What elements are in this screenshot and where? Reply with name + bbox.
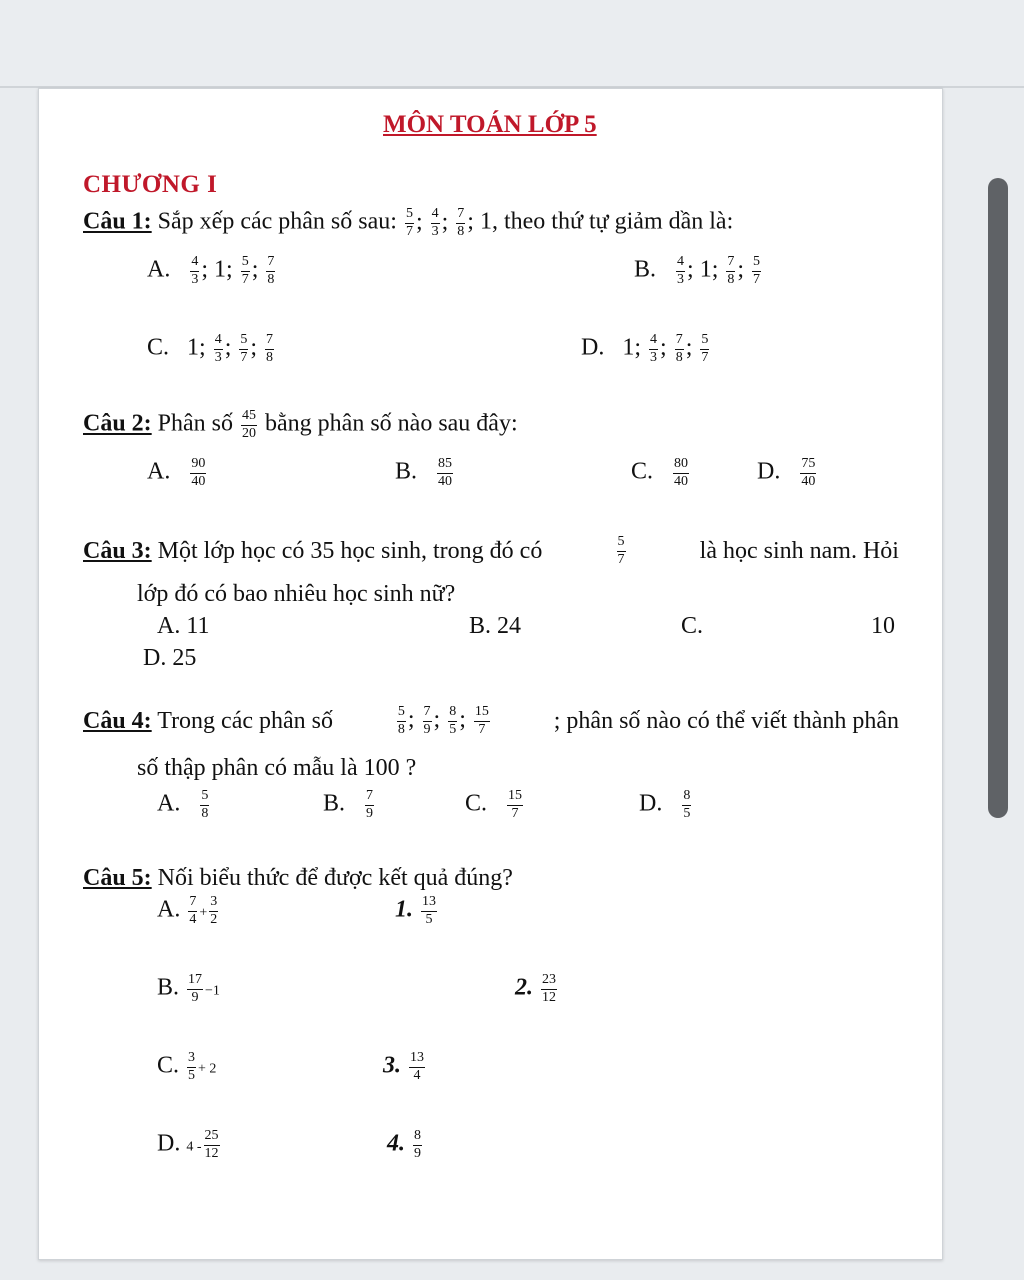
fraction [200, 789, 209, 821]
option-value: 24 [497, 613, 522, 639]
fraction [448, 705, 457, 737]
question-3-label: Câu 3: [83, 537, 152, 564]
fraction [456, 207, 465, 239]
fraction-numerator: 13 [409, 1051, 425, 1068]
option-letter: D. [757, 458, 781, 485]
fraction-denominator: 12 [542, 989, 556, 1005]
fraction [190, 457, 206, 489]
fraction-numerator: 4 [431, 207, 440, 224]
question-1 [83, 207, 733, 239]
fraction [423, 705, 432, 737]
fraction [541, 973, 557, 1005]
option-letter: B. [469, 613, 492, 639]
whole-number: 1 [699, 256, 712, 283]
question-5 [83, 865, 513, 892]
fraction [437, 457, 453, 489]
fraction-numerator: 13 [421, 895, 437, 912]
fraction [431, 207, 440, 239]
option-letter: B. [157, 974, 180, 1001]
fraction-denominator: 8 [397, 721, 405, 737]
question-3-option-b[interactable] [469, 613, 521, 640]
fraction-numerator: 17 [187, 973, 203, 990]
option-value: 25 [172, 645, 197, 671]
option-letter: D. [639, 790, 663, 817]
question-2-fraction [241, 409, 257, 441]
fraction [726, 255, 735, 287]
fraction-denominator: 7 [241, 271, 249, 287]
fraction [507, 789, 523, 821]
question-2-label: Câu 2: [83, 410, 152, 437]
fraction-denominator: 40 [191, 473, 206, 489]
fraction-numerator: 5 [200, 789, 209, 806]
fraction [365, 789, 374, 821]
fraction-denominator: 7 [478, 721, 486, 737]
fraction-numerator: 85 [437, 457, 453, 474]
question-4-option-a[interactable] [157, 789, 211, 821]
result-number: 3. [383, 1052, 401, 1079]
question-1-fraction-list: $\frac{5}{7}$ ; $\frac{4}{3}$ ; $\frac{7}{8}$ [405, 206, 465, 239]
fraction-denominator: 40 [801, 473, 816, 489]
fraction-denominator: 7 [701, 349, 709, 365]
fraction-denominator: 4 [189, 911, 197, 927]
fraction-denominator: 8 [457, 223, 465, 239]
fraction-denominator: 8 [727, 271, 735, 287]
result-number: 2. [515, 974, 533, 1001]
fraction [190, 255, 199, 287]
question-5-expression-c[interactable] [157, 1051, 216, 1083]
fraction [187, 973, 203, 1005]
fraction-numerator: 7 [675, 333, 684, 350]
fraction [214, 333, 223, 365]
fraction-numerator: 80 [673, 457, 689, 474]
question-5-expression-d[interactable] [157, 1129, 222, 1161]
fraction-numerator: 5 [752, 255, 761, 272]
fraction-numerator: 5 [239, 333, 248, 350]
fraction [800, 457, 816, 489]
option-letter: C. [631, 458, 654, 485]
question-5-result-2[interactable] [515, 973, 559, 1005]
fraction [239, 333, 248, 365]
question-2-suffix: bằng phân số nào sau đây: [265, 410, 518, 437]
fraction [700, 333, 709, 365]
fraction [682, 789, 691, 821]
chapter-heading: CHƯƠNG I [83, 171, 218, 198]
fraction-denominator: 8 [266, 349, 274, 365]
option-letter: C. [157, 1052, 180, 1079]
fraction [241, 255, 250, 287]
fraction-denominator: 2 [210, 911, 218, 927]
fraction [421, 895, 437, 927]
fraction-denominator: 3 [677, 271, 685, 287]
fraction-numerator: 4 [214, 333, 223, 350]
fraction-numerator: 23 [541, 973, 557, 990]
fraction-numerator: 45 [241, 409, 257, 426]
fraction-denominator: 20 [242, 425, 257, 441]
question-5-expression-b[interactable] [157, 973, 220, 1005]
operator: + [199, 905, 208, 921]
question-5-expression-a[interactable] [157, 895, 220, 927]
whole-number: 1 [187, 334, 200, 361]
browser-top-bar [0, 0, 1024, 88]
question-1-option-a[interactable]: A. $\frac{4}{3}$ ; 1; $\frac{5}{7}$ ; $\frac{7}{8}$ [147, 254, 275, 287]
option-letter: C. [465, 790, 488, 817]
question-3-option-c-value[interactable]: 10 [871, 613, 895, 639]
fraction-numerator: 15 [474, 705, 490, 722]
fraction [188, 895, 197, 927]
question-3-suffix: là học sinh nam. Hỏi [699, 537, 899, 564]
fraction-numerator: 8 [413, 1129, 422, 1146]
question-4-fraction-list: $\frac{5}{8}$ ; $\frac{7}{9}$ ; $\frac{8}{5}$ ; $\frac{15}{7}$ [397, 704, 489, 737]
fraction-numerator: 7 [266, 255, 275, 272]
question-3-lead [83, 538, 542, 565]
option-letter: D. [581, 334, 605, 361]
question-5-result-1[interactable] [395, 895, 439, 927]
fraction-denominator: 9 [191, 989, 199, 1005]
question-5-result-4[interactable] [387, 1129, 424, 1161]
fraction [405, 207, 414, 239]
fraction-numerator: 4 [649, 333, 658, 350]
fraction-denominator: 9 [414, 1145, 421, 1161]
option-letter: A. [157, 896, 181, 923]
question-3-option-a[interactable] [157, 613, 209, 640]
fraction-numerator: 7 [726, 255, 735, 272]
fraction [397, 705, 406, 737]
fraction-denominator: 5 [449, 721, 457, 737]
question-2-option-d[interactable] [757, 457, 818, 489]
fraction-numerator: 7 [265, 333, 274, 350]
fraction-denominator: 9 [423, 721, 431, 737]
question-1-option-c[interactable]: C. 1; $\frac{4}{3}$ ; $\frac{5}{7}$ ; $\frac{7}{8}$ [147, 332, 274, 365]
fraction-denominator: 8 [201, 805, 209, 821]
fraction-denominator: 5 [425, 911, 433, 927]
fraction-numerator: 7 [188, 895, 197, 912]
fraction-denominator: 7 [240, 349, 248, 365]
fraction-numerator: 5 [617, 535, 626, 552]
option-value: 11 [186, 613, 210, 639]
question-1-option-d[interactable]: D. 1; $\frac{4}{3}$ ; $\frac{7}{8}$ ; $\frac{5}{7}$ [581, 332, 709, 365]
question-3 [83, 535, 899, 567]
fraction-denominator: 40 [438, 473, 453, 489]
fraction-numerator: 3 [187, 1051, 196, 1068]
fraction [752, 255, 761, 287]
operator: −1 [205, 983, 220, 999]
fraction-denominator: 8 [267, 271, 275, 287]
fraction-denominator: 40 [674, 473, 689, 489]
scrollbar-thumb[interactable] [988, 178, 1008, 818]
fraction-denominator: 12 [204, 1145, 219, 1161]
fraction-numerator: 7 [365, 789, 374, 806]
fraction-denominator: 5 [683, 805, 691, 821]
fraction-numerator: 7 [456, 207, 465, 224]
fraction-denominator: 7 [753, 271, 761, 287]
question-1-text: Sắp xếp các phân số sau: [157, 208, 397, 235]
fraction [266, 255, 275, 287]
option-letter: A. [147, 458, 171, 485]
fraction-numerator: 15 [507, 789, 523, 806]
fraction-numerator: 7 [423, 705, 432, 722]
question-5-text: Nối biểu thức để được kết quả đúng? [157, 865, 513, 891]
option-letter: A. [147, 256, 171, 283]
fraction [209, 895, 218, 927]
option-letter: B. [323, 790, 346, 817]
fraction [409, 1051, 425, 1083]
fraction [673, 457, 689, 489]
fraction-numerator: 5 [241, 255, 250, 272]
document-page [38, 88, 943, 1260]
option-letter: A. [157, 613, 181, 639]
fraction-denominator: 9 [366, 805, 374, 821]
question-3-option-d[interactable] [143, 645, 196, 672]
question-1-label: Câu 1: [83, 208, 152, 235]
fraction [474, 705, 490, 737]
question-5-label: Câu 5: [83, 865, 152, 891]
fraction-denominator: 7 [617, 551, 625, 567]
fraction-denominator: 3 [431, 223, 439, 239]
fraction-numerator: 75 [800, 457, 816, 474]
fraction-denominator: 7 [405, 223, 413, 239]
question-2-option-a[interactable] [147, 457, 208, 489]
question-4 [83, 705, 899, 737]
question-2-prefix: Phân số [157, 410, 234, 437]
question-2-option-c[interactable] [631, 457, 691, 489]
option-letter: D. [143, 645, 167, 671]
question-4-prefix: Trong các phân số [157, 707, 334, 734]
question-3-line-2: lớp đó có bao nhiêu học sinh nữ? [137, 581, 456, 607]
question-1-suffix: ; 1, theo thứ tự giảm dần là: [467, 208, 734, 235]
question-4-label: Câu 4: [83, 707, 152, 734]
question-2 [83, 409, 518, 441]
fraction-numerator: 25 [204, 1129, 220, 1146]
fraction-denominator: 3 [191, 271, 199, 287]
fraction-numerator: 5 [405, 207, 414, 224]
fraction-denominator: 3 [650, 349, 658, 365]
question-1-option-b[interactable]: B. $\frac{4}{3}$ ; 1; $\frac{7}{8}$ ; $\frac{5}{7}$ [634, 254, 761, 287]
fraction [649, 333, 658, 365]
fraction-denominator: 4 [413, 1067, 421, 1083]
question-3-option-c-letter[interactable]: C. [681, 613, 704, 639]
option-letter: A. [157, 790, 181, 817]
fraction-numerator: 3 [209, 895, 218, 912]
fraction-numerator: 90 [190, 457, 206, 474]
page-title: MÔN TOÁN LỚP 5 [383, 111, 597, 138]
question-5-result-3[interactable] [383, 1051, 427, 1083]
fraction-denominator: 8 [675, 349, 683, 365]
result-number: 4. [387, 1130, 405, 1157]
operator: + 2 [198, 1061, 217, 1077]
question-4-suffix: ; phân số nào có thể viết thành phân [553, 707, 899, 734]
fraction-denominator: 7 [511, 805, 519, 821]
fraction-numerator: 5 [700, 333, 709, 350]
fraction-numerator: 8 [448, 705, 457, 722]
whole-number: 1 [622, 334, 635, 361]
question-4-option-c[interactable] [465, 789, 525, 821]
option-letter: B. [634, 256, 657, 283]
question-4-line-2: số thập phân có mẫu là 100 ? [137, 755, 417, 781]
question-4-lead [83, 708, 333, 735]
question-3-prefix: Một lớp học có 35 học sinh, trong đó có [157, 537, 543, 564]
fraction-denominator: 5 [188, 1067, 196, 1083]
fraction [187, 1051, 196, 1083]
fraction-numerator: 8 [682, 789, 691, 806]
option-letter: D. [157, 1130, 181, 1157]
fraction-numerator: 4 [676, 255, 685, 272]
operator: 4 - [186, 1139, 202, 1155]
fraction [675, 333, 684, 365]
fraction [676, 255, 685, 287]
result-number: 1. [395, 896, 413, 923]
fraction-denominator: 3 [214, 349, 222, 365]
option-letter: C. [147, 334, 170, 361]
question-2-option-b[interactable] [395, 457, 455, 489]
question-3-fraction [617, 535, 626, 567]
fraction [265, 333, 274, 365]
question-4-option-d[interactable] [639, 789, 693, 821]
fraction-numerator: 4 [190, 255, 199, 272]
fraction-numerator: 5 [397, 705, 406, 722]
question-4-option-b[interactable] [323, 789, 376, 821]
fraction [413, 1129, 422, 1161]
whole-number: 1 [214, 256, 227, 283]
option-letter: B. [395, 458, 418, 485]
fraction [204, 1129, 220, 1161]
